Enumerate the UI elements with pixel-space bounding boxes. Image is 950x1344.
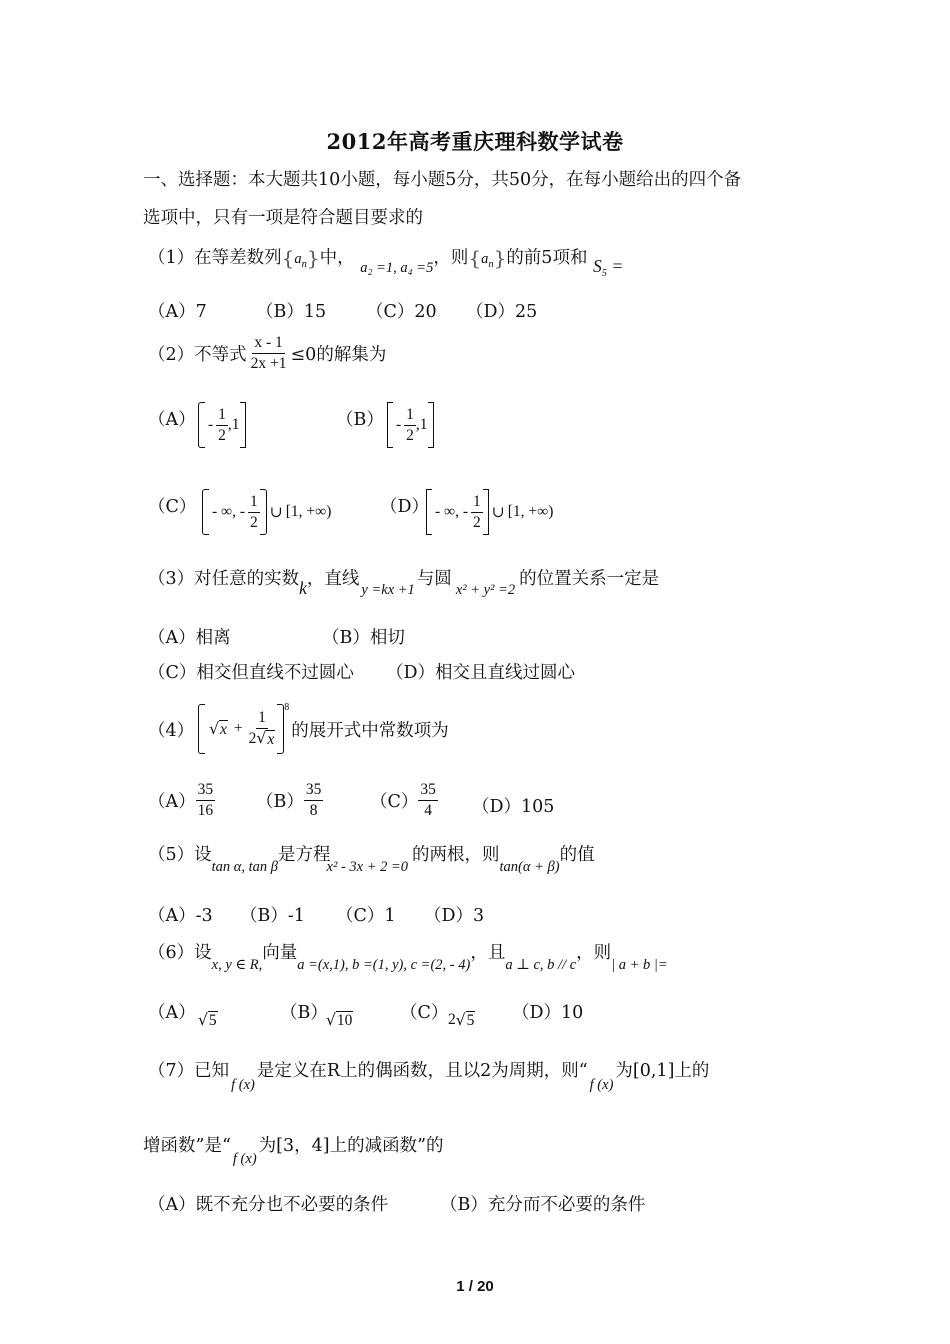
q6-text-d: ，则 xyxy=(576,943,612,963)
q2-option-d-label: （D） xyxy=(380,497,430,517)
left-brace: { xyxy=(281,246,295,270)
q3-text-d: 的位置关系一定是 xyxy=(519,569,660,589)
vector-conditions: a ⊥ c, b // c xyxy=(505,957,577,973)
q5-text-d: 的值 xyxy=(559,845,595,865)
q1-option-c: （C）20 xyxy=(366,302,437,322)
quadratic-equation: x² - 3x + 2 =0 xyxy=(326,859,409,875)
radical-icon: √ xyxy=(326,1011,336,1029)
q2-option-d-interval xyxy=(426,489,553,535)
q6-option-c-label: （C） xyxy=(400,1003,449,1023)
q2-option-b-label: （B） xyxy=(336,410,384,430)
frac-den: 8 xyxy=(309,801,318,819)
q3-text-b: ，直线 xyxy=(306,569,360,589)
q4-option-b xyxy=(256,781,323,820)
frac-num: 1 xyxy=(471,493,483,513)
q5-text-c: 的两根，则 xyxy=(412,845,500,865)
frac-den xyxy=(247,729,278,749)
seq-subscript: n xyxy=(488,259,494,270)
upper-interval: 1, +∞) xyxy=(512,503,554,520)
function-fx: f (x) xyxy=(231,1077,255,1093)
q7-text-d: 增函数”是“ xyxy=(143,1136,231,1156)
left-bracket: [ xyxy=(285,503,291,520)
q7-option-b: （B）充分而不必要的条件 xyxy=(440,1195,646,1215)
q1-option-a: （A）7 xyxy=(148,302,207,322)
coefficient: 2 xyxy=(448,1011,456,1028)
q6-text-b: 向量 xyxy=(262,943,298,963)
q4-option-a-fraction xyxy=(196,781,216,820)
right-brace: } xyxy=(493,246,507,270)
q6-option-d: （D）10 xyxy=(512,1003,584,1023)
q2-text-b: ≤0的解集为 xyxy=(290,344,387,365)
right-paren xyxy=(277,704,284,754)
right-brace: } xyxy=(306,246,320,270)
q1-condition: a₂ =1, a₄ =5 xyxy=(360,260,434,276)
left-bracket: [ xyxy=(507,503,513,520)
section-line-2: 选项中，只有一项是符合题目要求的 xyxy=(143,208,423,228)
upper-bound: ,1 xyxy=(227,416,240,433)
equals-sign: = xyxy=(612,256,623,276)
question-4 xyxy=(148,704,449,754)
q3-option-b: （B）相切 xyxy=(322,628,405,648)
circle-equation: x² + y² =2 xyxy=(455,582,516,598)
q2-option-b-interval xyxy=(387,402,434,448)
question-2 xyxy=(148,334,386,373)
neg-infinity: - ∞, - xyxy=(212,503,245,520)
vector-magnitude: | a + b |= xyxy=(611,957,668,973)
sqrt-x xyxy=(209,720,228,739)
q7-option-a: （A）既不充分也不必要的条件 xyxy=(148,1195,389,1215)
q2-text-a: （2）不等式 xyxy=(148,344,247,365)
minus-sign: - xyxy=(208,416,214,433)
page-number: 1 / 20 xyxy=(456,1278,494,1295)
q4-option-a xyxy=(148,781,215,820)
left-paren xyxy=(198,704,205,754)
function-fx: f (x) xyxy=(232,1151,257,1167)
line-equation: y =kx +1 xyxy=(361,582,415,598)
sum-symbol: S xyxy=(593,256,602,276)
left-paren xyxy=(202,489,209,535)
q5-text-a: （5）设 xyxy=(148,845,212,865)
q1-text-c: ，则 xyxy=(433,248,469,268)
q6-option-b-value xyxy=(326,1011,353,1030)
upper-bound: ,1 xyxy=(415,416,428,433)
q1-text-a: （1）在等差数列 xyxy=(148,248,282,268)
q7-text-a: （7）已知 xyxy=(148,1061,230,1081)
q4-option-c-label: （C） xyxy=(370,791,419,812)
k-variable: k xyxy=(299,578,307,598)
half-fraction xyxy=(471,493,483,532)
q4-option-b-label: （B） xyxy=(256,791,304,812)
left-brace: { xyxy=(468,246,482,270)
radical-icon: √ xyxy=(455,1011,466,1029)
frac-num: 1 xyxy=(248,493,260,513)
tan-alpha-beta: tan α, tan β xyxy=(211,859,279,875)
plus-sign: + xyxy=(233,720,243,737)
q3-option-a: （A）相离 xyxy=(148,628,231,648)
q3-text-c: 与圆 xyxy=(416,569,452,589)
radicand: 5 xyxy=(208,1012,217,1029)
right-bracket xyxy=(483,489,489,535)
q4-option-d: （D）105 xyxy=(472,797,555,817)
right-bracket xyxy=(240,402,246,448)
union-sign: ∪ xyxy=(269,503,283,521)
seq-symbol: a xyxy=(294,251,302,267)
xy-domain: x, y ∈ R, xyxy=(211,957,263,973)
q5-option-c: （C）1 xyxy=(336,906,396,926)
q4-text: 的展开式中常数项为 xyxy=(291,720,449,741)
question-7-line-1 xyxy=(148,1057,710,1093)
q2-fraction xyxy=(249,334,289,373)
q4-option-c xyxy=(370,781,438,820)
sum-subscript: 5 xyxy=(601,268,608,279)
radicand: x xyxy=(220,720,227,738)
q2-option-c-interval xyxy=(202,489,331,535)
tan-sum: tan(α + β) xyxy=(499,859,560,875)
frac-den: 4 xyxy=(424,801,433,819)
q4-fraction xyxy=(247,709,278,749)
frac-den: 2 xyxy=(250,513,258,531)
q4-expression xyxy=(198,704,289,754)
q6-option-a-label: （A） xyxy=(148,1003,196,1023)
q1-text-b: 中， xyxy=(319,248,355,268)
vector-definitions: a =(x,1), b =(1, y), c =(2, - 4) xyxy=(297,957,471,973)
question-7-line-2 xyxy=(143,1132,444,1167)
q6-option-a-value xyxy=(198,1011,218,1030)
frac-num: 1 xyxy=(216,406,228,426)
seq-subscript: n xyxy=(301,259,307,270)
q5-option-b: （B）-1 xyxy=(240,906,305,926)
q7-text-b: 是定义在R上的偶函数，且以2为周期，则“ xyxy=(256,1061,588,1081)
radicand: 5 xyxy=(466,1012,475,1029)
q1-option-d: （D）25 xyxy=(466,302,538,322)
q7-text-c: 为[0,1]上的 xyxy=(615,1061,710,1081)
radicand: x xyxy=(267,731,275,748)
half-fraction xyxy=(216,406,228,445)
seq-symbol: a xyxy=(481,251,489,267)
q4-option-c-fraction xyxy=(418,781,438,820)
q3-text-a: （3）对任意的实数 xyxy=(148,569,300,589)
frac-den: 2 xyxy=(473,513,481,531)
frac-num: 35 xyxy=(304,781,324,801)
q6-option-c-value xyxy=(448,1011,475,1030)
q3-option-c: （C）相交但直线不过圆心 xyxy=(148,663,354,683)
frac-den: 16 xyxy=(197,801,214,819)
exponent: 8 xyxy=(284,702,290,713)
q7-text-e: 为[3，4]上的减函数”的 xyxy=(258,1136,444,1156)
q3-option-d: （D）相交且直线过圆心 xyxy=(386,663,576,683)
page-title: 2012年高考重庆理科数学试卷 xyxy=(326,129,624,154)
upper-interval: 1, +∞) xyxy=(290,503,332,520)
union-sign: ∪ xyxy=(491,503,505,521)
q4-label: （4） xyxy=(148,720,195,741)
section-line-1: 一、选择题：本大题共10小题，每小题5分，共50分，在每小题给出的四个备 xyxy=(143,170,742,190)
q2-option-c-label: （C） xyxy=(148,497,197,517)
q5-option-d: （D）3 xyxy=(424,906,485,926)
q4-option-b-fraction xyxy=(304,781,324,820)
q6-option-b-label: （B） xyxy=(280,1003,328,1023)
q2-option-a-interval xyxy=(198,402,246,448)
left-bracket xyxy=(426,489,432,535)
function-fx: f (x) xyxy=(589,1077,614,1093)
radical-icon: √ xyxy=(256,729,267,747)
q6-text-c: ，且 xyxy=(470,943,506,963)
q6-text-a: （6）设 xyxy=(148,943,212,963)
left-paren xyxy=(198,402,205,448)
frac-num: 35 xyxy=(418,781,438,801)
question-1 xyxy=(148,244,623,279)
minus-sign: - xyxy=(396,416,402,433)
q5-text-b: 是方程 xyxy=(278,845,331,865)
radical-icon: √ xyxy=(209,719,220,738)
coef-2: 2 xyxy=(248,730,257,747)
q5-option-a: （A）-3 xyxy=(148,906,213,926)
frac-den: 2 xyxy=(406,426,414,444)
frac-den: 2 xyxy=(218,426,226,444)
half-fraction xyxy=(248,493,260,532)
right-bracket xyxy=(428,402,434,448)
right-paren xyxy=(260,489,267,535)
frac-num: 1 xyxy=(404,406,416,426)
radical-icon: √ xyxy=(198,1011,208,1029)
half-fraction xyxy=(404,406,416,445)
frac-num: 1 xyxy=(256,709,268,729)
q4-option-a-label: （A） xyxy=(148,791,196,812)
q2-option-a-label: （A） xyxy=(148,410,196,430)
neg-infinity: - ∞, - xyxy=(435,503,468,520)
radicand: 10 xyxy=(336,1012,353,1029)
q1-text-d: 的前5项和 xyxy=(506,248,588,268)
question-3 xyxy=(148,565,660,598)
q2-numerator: x - 1 xyxy=(252,334,284,354)
q1-option-b: （B）15 xyxy=(256,302,327,322)
q2-denominator: 2x +1 xyxy=(250,354,287,372)
frac-num: 35 xyxy=(196,781,216,801)
left-bracket xyxy=(387,402,393,448)
